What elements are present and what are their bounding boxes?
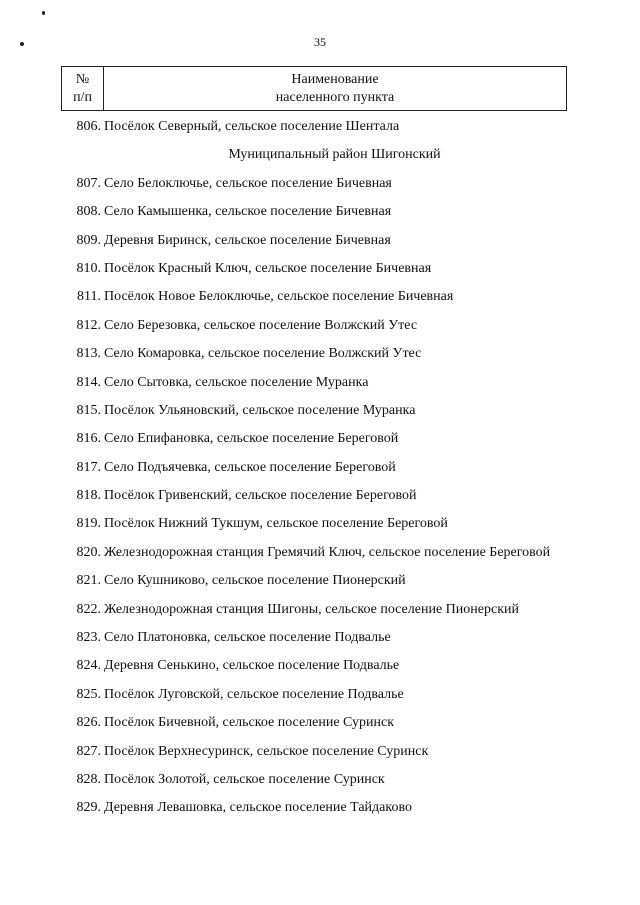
item-number: 821.	[76, 573, 101, 589]
header-name-column	[104, 67, 566, 110]
list-item	[61, 345, 567, 363]
item-text: Посёлок Северный, сельское поселение Шентала	[104, 119, 400, 134]
page-number: 35	[314, 35, 326, 49]
list-item	[61, 175, 567, 193]
item-number: 817.	[76, 459, 101, 475]
item-text: Село Кушниково, сельское поселение Пионерский	[104, 573, 406, 589]
item-text: Посёлок Луговской, сельское поселение Подвалье	[104, 686, 404, 702]
item-text: Посёлок Бичевной, сельское поселение Суринск	[104, 715, 395, 731]
list-item	[61, 374, 567, 392]
list-item	[61, 515, 567, 533]
item-number: 818.	[76, 488, 101, 504]
item-text: Село Платоновка, сельское поселение Подвалье	[104, 630, 391, 646]
list-item	[61, 771, 567, 789]
item-number: 819.	[76, 516, 101, 532]
item-text: Село Подъячевка, сельское поселение Береговой	[104, 459, 396, 475]
item-number: 814.	[76, 374, 101, 390]
list-item	[61, 402, 567, 420]
item-text: Посёлок Ульяновский, сельское поселение Муранка	[104, 402, 416, 418]
table-header	[61, 66, 567, 111]
item-number: 823.	[76, 630, 101, 646]
list-item	[61, 487, 567, 505]
item-number: 825.	[76, 686, 101, 702]
item-number: 809.	[76, 232, 101, 248]
list-item	[61, 203, 567, 221]
item-text: Посёлок Новое Белоключье, сельское поселение Бичевная	[104, 289, 454, 305]
item-text: Посёлок Нижний Тукшум, сельское поселение Береговой	[104, 516, 448, 532]
list-item	[61, 572, 567, 590]
item-text: Село Белоключье, сельское поселение Бичевная	[104, 175, 392, 191]
scan-mark	[42, 11, 45, 15]
list-item	[61, 601, 567, 619]
item-number: 826.	[76, 715, 101, 731]
list-item	[61, 430, 567, 448]
list-item	[61, 260, 567, 278]
header-name-line-2: населенного пункта	[275, 89, 395, 105]
list-item	[61, 657, 567, 675]
item-text: Деревня Сенькино, сельское поселение Подвалье	[104, 658, 400, 674]
item-text: Деревня Биринск, сельское поселение Бичевная	[104, 232, 391, 248]
item-number: 816.	[76, 431, 101, 447]
item-text: Деревня Левашовка, сельское поселение Тайдаково	[104, 800, 412, 816]
item-number: 829.	[76, 800, 101, 816]
item-number: 812.	[76, 317, 101, 333]
item-text: Железнодорожная станция Шигоны, сельское поселение Пионерский	[104, 601, 519, 617]
section-heading: Муниципальный район Шигонский	[228, 147, 441, 163]
item-number: 827.	[76, 743, 101, 759]
list-item	[61, 714, 567, 732]
list-item	[61, 686, 567, 704]
item-text: Село Епифановка, сельское поселение Береговой	[104, 431, 399, 447]
settlement-list	[61, 118, 567, 828]
item-number: 806.	[76, 119, 101, 134]
item-number: 820.	[76, 544, 101, 560]
list-item	[61, 232, 567, 250]
item-number: 807.	[76, 175, 101, 191]
item-number: 815.	[76, 402, 101, 418]
list-item	[61, 544, 567, 562]
list-item	[61, 629, 567, 647]
item-number: 828.	[76, 771, 101, 787]
header-number-line-1: №	[75, 71, 90, 87]
item-text: Село Сытовка, сельское поселение Муранка	[104, 374, 369, 390]
item-text: Железнодорожная станция Гремячий Ключ, сельское поселение Береговой	[104, 544, 551, 560]
item-text: Село Комаровка, сельское поселение Волжский Утес	[104, 346, 422, 362]
item-number: 824.	[76, 658, 101, 674]
list-item	[61, 799, 567, 817]
item-text: Посёлок Золотой, сельское поселение Суринск	[104, 771, 385, 787]
item-number: 813.	[76, 346, 101, 362]
item-text: Посёлок Красный Ключ, сельское поселение Бичевная	[104, 260, 432, 276]
header-name-line-1: Наименование	[291, 71, 379, 87]
item-text: Село Березовка, сельское поселение Волжский Утес	[104, 317, 418, 333]
header-number-line-2: п/п	[73, 89, 92, 105]
item-text: Посёлок Гривенский, сельское поселение Береговой	[104, 488, 417, 504]
item-text: Посёлок Верхнесуринск, сельское поселение Суринск	[104, 743, 429, 759]
item-number: 810.	[76, 260, 101, 276]
list-item	[61, 743, 567, 761]
item-number: 808.	[76, 204, 101, 220]
list-item	[61, 288, 567, 306]
item-number: 811.	[77, 289, 101, 305]
item-text: Село Камышенка, сельское поселение Бичевная	[104, 204, 392, 220]
list-item	[61, 459, 567, 477]
item-number: 822.	[76, 601, 101, 617]
header-number-column	[62, 67, 104, 110]
list-item	[61, 317, 567, 335]
list-item	[61, 118, 567, 136]
